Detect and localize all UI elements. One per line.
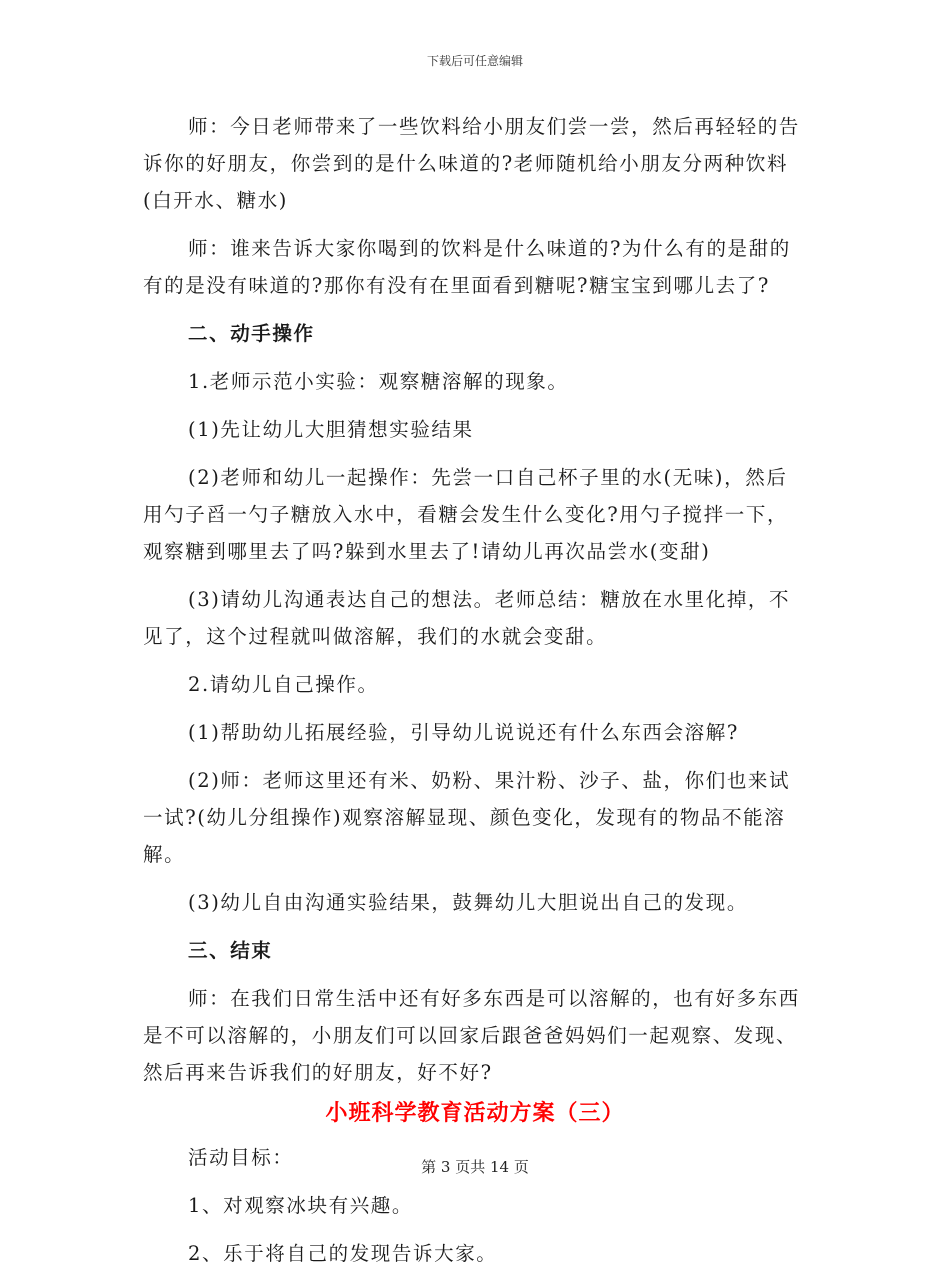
- document-body: [143, 108, 807, 1272]
- paragraph: (2)师：老师这里还有米、奶粉、果汁粉、沙子、盐，你们也来试一试?(幼儿分组操作)观察溶解显现、颜色变化，发现有的物品不能溶解。: [143, 769, 791, 866]
- document-title: 小班科学教育活动方案（三）: [325, 1100, 625, 1126]
- paragraph: (2)老师和幼儿一起操作：先尝一口自己杯子里的水(无味)，然后用勺子舀一勺子糖放入水中，看糖会发生什么变化?用勺子搅拌一下，观察糖到哪里去了吗?躲到水里去了!请幼儿再次品尝水(变甜): [143, 466, 789, 563]
- section-heading: 二、动手操作: [188, 322, 315, 345]
- paragraph: (1)先让幼儿大胆猜想实验结果: [188, 418, 474, 441]
- paragraph: 1.老师示范小实验：观察糖溶解的现象。: [188, 370, 569, 393]
- paragraph: 活动目标：: [188, 1146, 294, 1169]
- paragraph: (3)幼儿自由沟通实验结果，鼓舞幼儿大胆说出自己的发现。: [188, 891, 748, 914]
- paragraph: 师：今日老师带来了一些饮料给小朋友们尝一尝，然后再轻轻的告诉你的好朋友，你尝到的是什么味道的?老师随机给小朋友分两种饮料(白开水、糖水): [143, 115, 800, 212]
- paragraph: 师：在我们日常生活中还有好多东西是可以溶解的，也有好多东西是不可以溶解的，小朋友们可以回家后跟爸爸妈妈们一起观察、发现、然后再来告诉我们的好朋友，好不好?: [143, 987, 800, 1084]
- list-item: 2、乐于将自己的发现告诉大家。: [188, 1242, 498, 1265]
- page-footer: 第 3 页共 14 页: [421, 1158, 529, 1176]
- list-item: 1、对观察冰块有兴趣。: [188, 1194, 414, 1217]
- paragraph: (3)请幼儿沟通表达自己的想法。老师总结：糖放在水里化掉，不见了，这个过程就叫做溶解，我们的水就会变甜。: [143, 588, 791, 648]
- paragraph: (1)帮助幼儿拓展经验，引导幼儿说说还有什么东西会溶解?: [188, 721, 739, 744]
- section-heading: 三、结束: [188, 939, 273, 962]
- paragraph: 师：谁来告诉大家你喝到的饮料是什么味道的?为什么有的是甜的有的是没有味道的?那你有没有在里面看到糖呢?糖宝宝到哪儿去了?: [143, 237, 791, 297]
- page-header: 下载后可任意编辑: [426, 54, 523, 68]
- paragraph: 2.请幼儿自己操作。: [188, 673, 379, 696]
